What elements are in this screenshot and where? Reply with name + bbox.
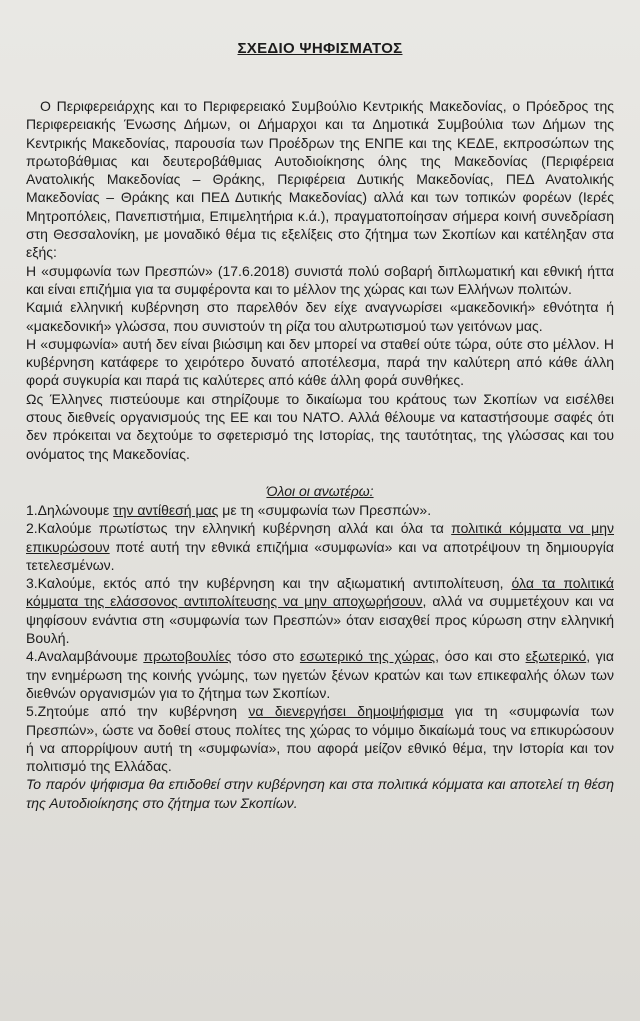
resolution-item-1: 1.Δηλώνουμε την αντίθεσή μας με τη «συμφωνία των Πρεσπών». (26, 501, 432, 518)
resolution-item-3: 3.Καλούμε, εκτός από την κυβέρνηση και την αξιωματική αντιπολίτευση, όλα τα πολιτικά κόμματα της ελάσσονος αντιπολίτευσης να μην αποχωρήσουν, αλλά να συμμετέχουν και να ψηφίσουν ενάντια στη «συμφωνία των Πρεσπών» όταν εισαχθεί προς κύρωση στην ελληνική Βουλή. (26, 575, 614, 647)
closing-statement: Το παρόν ψήφισμα θα επιδοθεί στην κυβέρνηση και στα πολιτικά κόμματα και αποτελεί τη θέση της Αυτοδιοίκησης στο ζήτημα των Σκοπίων. (26, 776, 614, 811)
paragraph-4: Ως Έλληνες πιστεύουμε και στηρίζουμε το δικαίωμα του κράτους των Σκοπίων να εισέλθει στους διεθνείς οργανισμούς της ΕΕ και του ΝΑΤΟ. Αλλά θέλουμε να καταστήσουμε σαφές ότι δεν πρόκειται να δεχτούμε το σφετερισμό της Ιστορίας, της ταυτότητας, της γλώσσας και του ονόματος της Μακεδονίας. (26, 390, 614, 462)
intro-paragraph: Ο Περιφερειάρχης και το Περιφερειακό Συμβούλιο Κεντρικής Μακεδονίας, ο Πρόεδρος της Περιφερειακής Ένωσης Δήμων, οι Δήμαρχοι και τα Δημοτικά Συμβούλια των Δήμων της Κεντρικής Μακεδονίας, παρουσία των Προέδρων της ΕΝΠΕ και της ΚΕΔΕ, εκπροσώπων της πρωτοβάθμιας και δευτεροβάθμιας Αυτοδιοίκησης όλης της Μακεδονίας (Περιφέρεια Ανατολικής Μακεδονίας – Θράκης, Περιφέρεια Δυτικής Μακεδονίας, ΠΕΔ Ανατολικής Μακεδονίας – Θράκης και ΠΕΔ Δυτικής Μακεδονίας) αλλά και των τοπικών φορέων (Ιερές Μητροπόλεις, Πανεπιστήμια, Επιμελητήρια κ.ά.), πραγματοποίησαν σήμερα κοινή συνεδρίαση στη Θεσσαλονίκη, με μοναδικό θέμα τις εξελίξεις στο ζήτημα των Σκοπίων και κατέληξαν στα εξής: (26, 98, 614, 261)
paragraph-3: Η «συμφωνία» αυτή δεν είναι βιώσιμη και δεν μπορεί να σταθεί ούτε τώρα, ούτε στο μέλλον. Η κυβέρνηση κατάφερε το χειρότερο δυνατό αποτέλεσμα, παρά την καλύτερη από κάθε άλλη φορά συγκυρία και παρά τις καλύτερες από κάθε άλλη φορά συνθήκες. (26, 335, 614, 389)
resolution-item-4: 4.Αναλαμβάνουμε πρωτοβουλίες τόσο στο εσωτερικό της χώρας, όσο και στο εξωτερικό, για την ενημέρωση της κοινής γνώμης, των ηγετών ξένων κρατών και των επικεφαλής όλων των διεθνών οργανισμών για το ζήτημα των Σκοπίων. (26, 648, 615, 701)
resolution-item-5: 5.Ζητούμε από την κυβέρνηση να διενεργήσει δημοψήφισμα για τη «συμφωνία των Πρεσπών», ώστε να δοθεί στους πολίτες της χώρας το νόμιμο δικαίωμά τους να επικυρώσουν ή να απορρίψουν αυτή τη «συμφωνία», που αφορά μείζον εθνικό θέμα, την Ιστορία και τον πολιτισμό της Ελλάδας. (26, 703, 614, 775)
paragraph-2: Καμιά ελληνική κυβέρνηση στο παρελθόν δεν είχε αναγνωρίσει «μακεδονική» εθνότητα ή «μακεδονική» γλώσσα, που συνιστούν τη ρίζα του αλυτρωτισμού των γειτόνων μας. (26, 299, 614, 334)
paragraph-1: Η «συμφωνία των Πρεσπών» (17.6.2018) συνιστά πολύ σοβαρή διπλωματική και εθνική ήττα και είναι επιζήμια για τα συμφέροντα και το μέλλον της χώρας και των Ελλήνων πολιτών. (26, 262, 614, 297)
resolution-item-2: 2.Καλούμε πρωτίστως την ελληνική κυβέρνηση αλλά και όλα τα πολιτικά κόμματα να μην επικυρώσουν ποτέ αυτή την εθνικά επιζήμια «συμφωνία» και να αποτρέψουν τη δημιουργία τετελεσμένων. (26, 520, 614, 573)
resolution-subtitle: Όλοι οι ανωτέρω: (266, 482, 374, 499)
document-title: ΣΧΕΔΙΟ ΨΗΦΙΣΜΑΤΟΣ (237, 40, 403, 57)
